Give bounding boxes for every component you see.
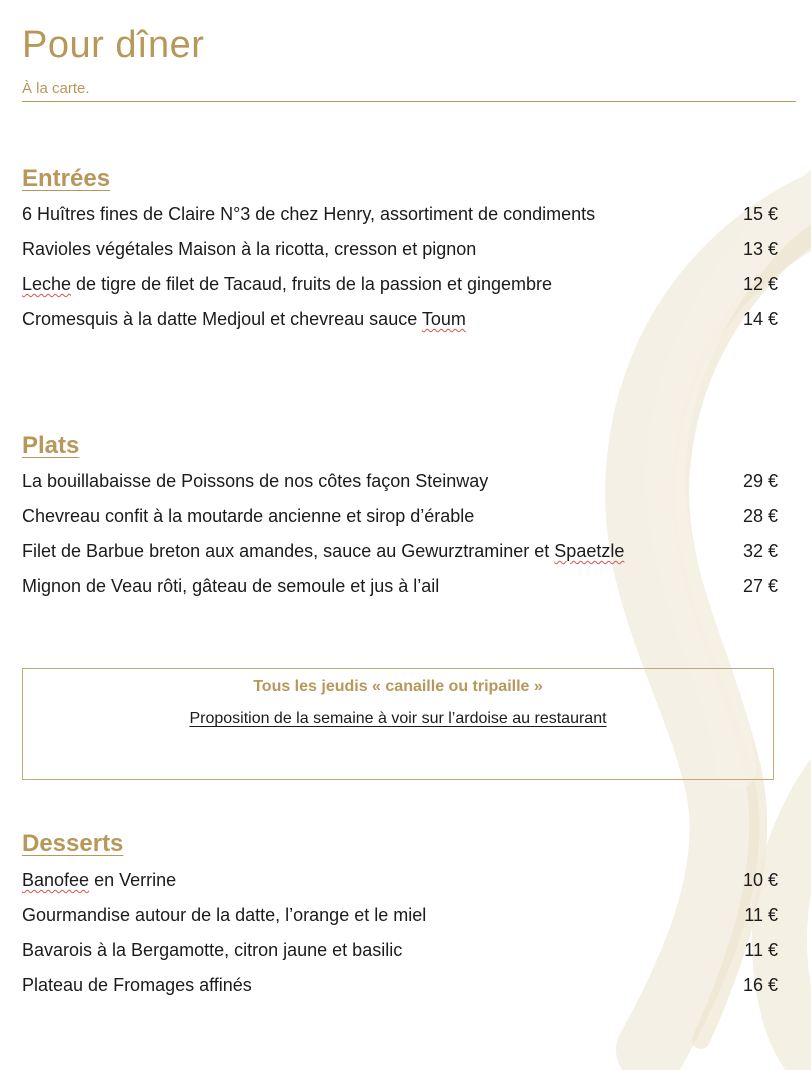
spellcheck-word: Leche — [22, 274, 72, 294]
spellcheck-word: Toum — [421, 309, 466, 329]
section-title-desserts: Desserts — [22, 830, 124, 857]
menu-item — [22, 202, 778, 226]
menu-item-name-rest: en Verrine — [89, 870, 177, 890]
menu-item-name: Bavarois à la Bergamotte, citron jaune et basilic — [22, 940, 403, 960]
notice-title: Tous les jeudis « canaille ou tripaille » — [253, 678, 543, 695]
menu-item — [22, 539, 778, 563]
spellcheck-word: Banofee — [22, 870, 90, 890]
section-title-plats: Plats — [22, 432, 80, 459]
page-title: Pour dîner — [22, 24, 205, 66]
menu-item-price: 10 € — [742, 870, 778, 890]
menu-item — [22, 504, 778, 528]
menu-item-name — [22, 272, 552, 296]
menu-item-price: 14 € — [742, 309, 778, 329]
menu-item-name — [22, 539, 624, 563]
menu-item-name: Ravioles végétales Maison à la ricotta, cresson et pignon — [22, 239, 477, 259]
menu-item-price: 29 € — [742, 471, 778, 491]
menu-item-price: 11 € — [744, 905, 778, 925]
menu-item-name: Chevreau confit à la moutarde ancienne et sirop d’érable — [22, 506, 475, 526]
menu-item-price: 27 € — [742, 576, 778, 596]
menu-item — [22, 938, 778, 962]
menu-item-name-start: Filet de Barbue breton aux amandes, sauce au Gewurztraminer et — [22, 541, 555, 561]
menu-item-name: Mignon de Veau rôti, gâteau de semoule et jus à l’ail — [22, 576, 440, 596]
menu-item — [22, 903, 778, 927]
menu-item-name: 6 Huîtres fines de Claire N°3 de chez Henry, assortiment de condiments — [22, 204, 596, 224]
menu-item — [22, 868, 778, 892]
menu-item — [22, 307, 778, 331]
notice-text: Proposition de la semaine à voir sur l’ardoise au restaurant — [189, 710, 607, 727]
menu-item-price: 16 € — [742, 975, 778, 995]
menu-item-name-rest: de tigre de filet de Tacaud, fruits de la passion et gingembre — [71, 274, 553, 294]
title-divider — [22, 101, 796, 102]
weekly-notice-box — [22, 668, 774, 780]
section-title-entrees: Entrées — [22, 165, 111, 192]
menu-item-price: 11 € — [744, 940, 778, 960]
spellcheck-word: Spaetzle — [554, 541, 625, 561]
menu-item — [22, 469, 778, 493]
menu-item-price: 12 € — [742, 274, 778, 294]
menu-item-name: Gourmandise autour de la datte, l’orange et le miel — [22, 905, 427, 925]
menu-item — [22, 973, 778, 997]
menu-item-name — [22, 868, 176, 892]
menu-item-name — [22, 307, 466, 331]
menu-item-price: 28 € — [742, 506, 778, 526]
menu-item-name-start: Cromesquis à la datte Medjoul et chevreau sauce — [22, 309, 422, 329]
menu-item-name: La bouillabaisse de Poissons de nos côtes façon Steinway — [22, 471, 489, 491]
menu-item — [22, 237, 778, 261]
menu-item-price: 32 € — [742, 541, 778, 561]
menu-item-price: 13 € — [742, 239, 778, 259]
page-subtitle: À la carte. — [22, 80, 90, 97]
menu-item-price: 15 € — [742, 204, 778, 224]
menu-item-name: Plateau de Fromages affinés — [22, 975, 252, 995]
menu-item — [22, 574, 778, 598]
menu-item — [22, 272, 778, 296]
brush-stroke-decoration — [531, 170, 811, 1070]
